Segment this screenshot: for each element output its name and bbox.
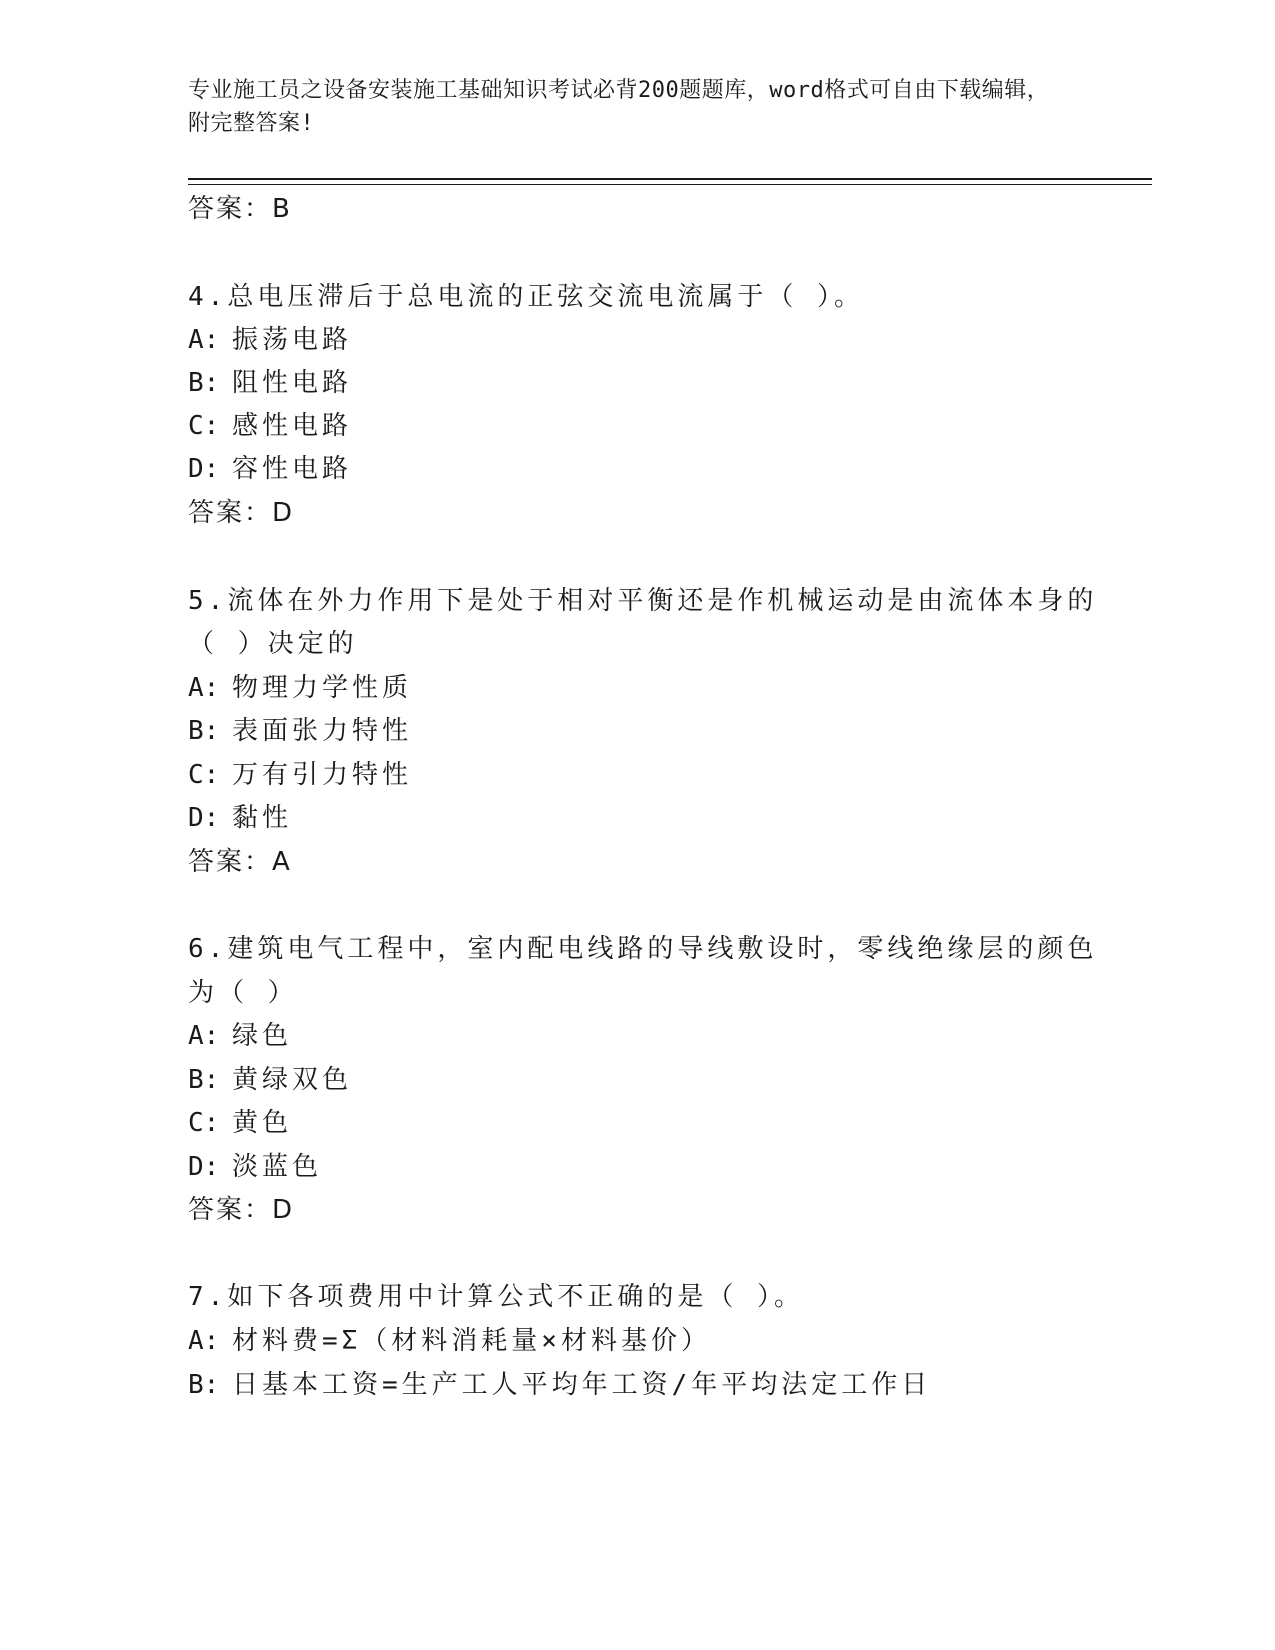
question-5-stem-line1: 5.流体在外力作用下是处于相对平衡还是作机械运动是由流体本身的	[188, 586, 1098, 616]
question-6-option-d: D: 淡蓝色	[188, 1152, 323, 1182]
question-7-option-a: A: 材料费=Σ（材料消耗量×材料基价）	[188, 1326, 711, 1356]
question-5-option-b: B: 表面张力特性	[188, 716, 413, 746]
question-5-option-c: C: 万有引力特性	[188, 760, 413, 790]
header-divider-thick	[188, 178, 1152, 180]
question-6-option-c: C: 黄色	[188, 1108, 293, 1138]
question-7-stem: 7.如下各项费用中计算公式不正确的是（ ）。	[188, 1282, 804, 1312]
question-5-stem-line2: （ ）决定的	[188, 629, 358, 659]
header-divider-thin	[188, 184, 1152, 185]
question-5-option-d: D: 黏性	[188, 803, 293, 833]
question-6-stem-line1: 6.建筑电气工程中，室内配电线路的导线敷设时，零线绝缘层的颜色	[188, 934, 1098, 964]
question-6-stem-line2: 为（ ）	[188, 978, 298, 1008]
question-6-answer: 答案：D	[188, 1195, 295, 1225]
question-7-option-b: B: 日基本工资=生产工人平均年工资/年平均法定工作日	[188, 1370, 932, 1400]
question-5-answer: 答案：A	[188, 847, 292, 877]
question-5-option-a: A: 物理力学性质	[188, 673, 413, 703]
question-4-answer: 答案：D	[188, 498, 295, 528]
question-4-option-a: A: 振荡电路	[188, 325, 353, 355]
question-4-option-b: B: 阻性电路	[188, 368, 353, 398]
question-4-option-c: C: 感性电路	[188, 411, 353, 441]
document-header: 专业施工员之设备安装施工基础知识考试必背200题题库，word格式可自由下载编辑，附完整答案!	[188, 78, 1050, 136]
question-6-option-a: A: 绿色	[188, 1021, 293, 1051]
question-4-stem: 4.总电压滞后于总电流的正弦交流电流属于（ ）。	[188, 282, 864, 312]
answer-previous: 答案：B	[188, 194, 292, 224]
question-6-option-b: B: 黄绿双色	[188, 1065, 353, 1095]
question-4-option-d: D: 容性电路	[188, 454, 353, 484]
